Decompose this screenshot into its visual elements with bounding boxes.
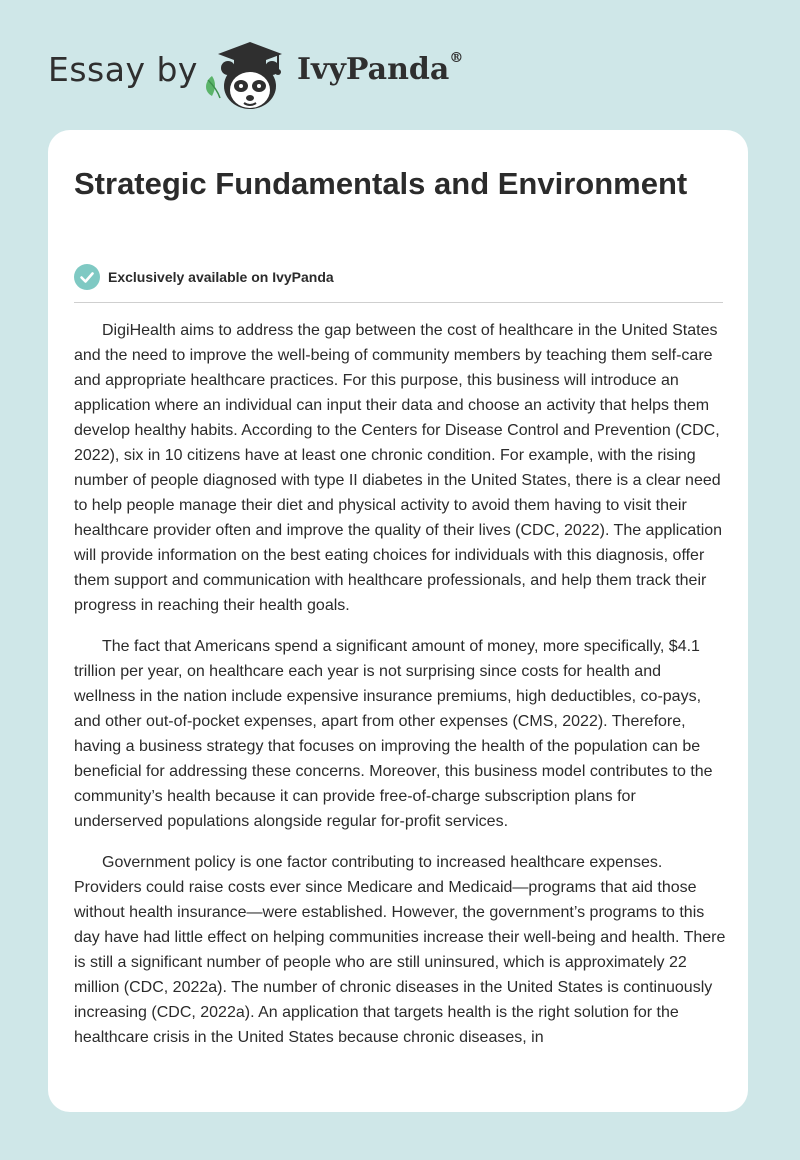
essay-title: Strategic Fundamentals and Environment xyxy=(74,166,688,201)
paragraph: DigiHealth aims to address the gap between the cost of healthcare in the United States and the need to improve the well-being of community members by teaching them self-care and appropriate healthcare practices. For this purpose, this business will introduce an application where an individual can input their data and choose an activity that helps them develop healthy habits. According to the Centers for Disease Control and Prevention (CDC, 2022), six in 10 citizens have at least one chronic condition. For example, with the rising number of people diagnosed with type II diabetes in the United States, there is a clear need to help people manage their diet and physical activity to avoid them having to visit their healthcare provider often and improve the quality of their lives (CDC, 2022). The application will provide information on the best eating choices for individuals with this diagnosis, offer them support and communication with healthcare professionals, and help them track their progress in reaching their health goals. xyxy=(74,322,723,614)
brand-name-text[interactable]: IvyPanda xyxy=(297,52,450,87)
essay-card xyxy=(48,130,748,1112)
exclusive-badge xyxy=(74,264,334,290)
title-divider xyxy=(74,302,723,303)
exclusive-badge-text: Exclusively available on IvyPanda xyxy=(108,269,334,285)
essay-body xyxy=(74,318,726,1066)
panda-graduate-logo-icon[interactable] xyxy=(200,36,292,112)
paragraph: Government policy is one factor contributing to increased healthcare expenses. Providers could raise costs ever since Medicare and Medicaid—programs that aid those without health insurance—were established. However, the government’s programs to this day have had little effect on helping communities increase their well-being and health. There is still a significant number of people who are still uninsured, which is approximately 22 million (CDC, 2022a). The number of chronic diseases in the United States is continuously increasing (CDC, 2022a). An application that targets health is the right solution for the healthcare crisis in the United States because chronic diseases, in xyxy=(74,854,726,1046)
check-icon xyxy=(74,264,100,290)
paragraph: The fact that Americans spend a significant amount of money, more specifically, $4.1 trillion per year, on healthcare each year is not surprising since costs for health and wellness in the nation include expensive insurance premiums, high deductibles, co-pays, and other out-of-pocket expenses, apart from other expenses (CMS, 2022). Therefore, having a business strategy that focuses on improving the health of the population can be beneficial for addressing these concerns. Moreover, this business model contributes to the community’s health because it can provide free-of-charge subscription plans for underserved populations alongside regular for-profit services. xyxy=(74,638,713,830)
site-header xyxy=(0,0,800,130)
brand-prefix: Essay by xyxy=(48,50,198,89)
brand-name[interactable] xyxy=(297,52,463,87)
registered-mark: ® xyxy=(449,50,464,66)
